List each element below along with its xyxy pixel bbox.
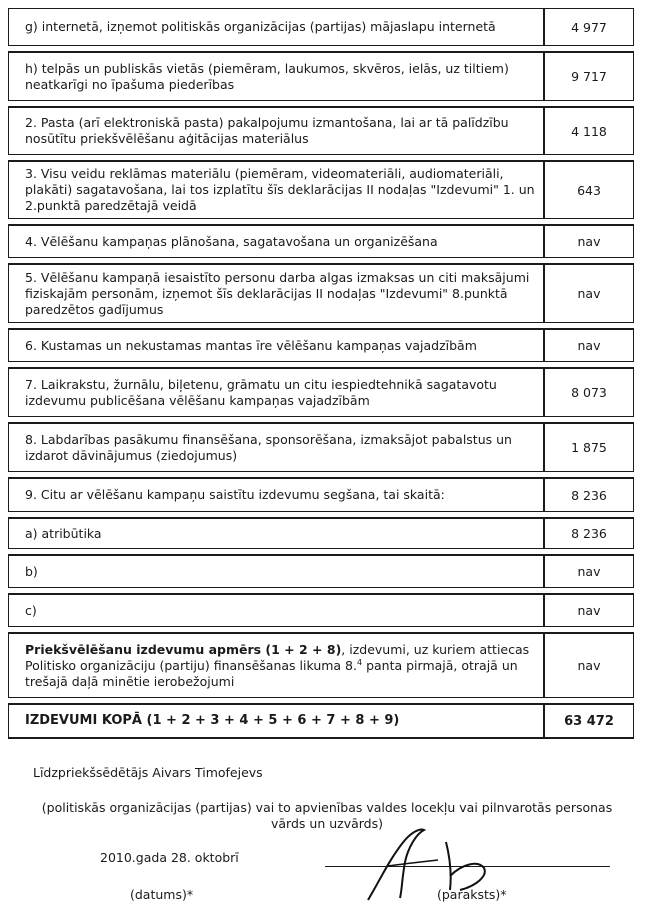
date-value: 2010.gada 28. oktobrī — [100, 850, 239, 865]
pre-election-description — [9, 634, 545, 697]
row-value: nav — [577, 286, 601, 301]
row-value: 1 875 — [571, 440, 607, 455]
row-description: 2. Pasta (arī elektroniskā pasta) pakalpojumu izmantošana, lai ar tā palīdzību nosūtītu priekšvēlēšanu aģitācijas materiālus — [9, 108, 545, 154]
row-value: 4 977 — [571, 19, 607, 35]
total-label: IZDEVUMI KOPĀ (1 + 2 + 3 + 4 + 5 + 6 + 7 + 8 + 9) — [9, 705, 545, 737]
row-value: nav — [577, 234, 601, 249]
row-description: c) — [9, 595, 545, 626]
total-value: 63 472 — [564, 713, 614, 729]
row-description: g) internetā, izņemot politiskās organizācijas (partijas) mājaslapu internetā — [9, 9, 545, 45]
row-description: 5. Vēlēšanu kampaņā iesaistīto personu darba algas izmaksas un citi maksājumi fiziskajām personām, izņemot šīs deklarācijas II nodaļas "Izdevumi" 8.punktā paredzētos gadījumus — [9, 265, 545, 322]
table-row — [8, 554, 634, 588]
row-description: 6. Kustamas un nekustamas mantas īre vēlēšanu kampaņas vajadzībām — [9, 330, 545, 361]
table-row — [8, 8, 634, 46]
table-row — [8, 422, 634, 472]
row-description: 8. Labdarības pasākumu finansēšana, sponsorēšana, izmaksājot pabalstus un izdarot dāvinājumus (ziedojumus) — [9, 424, 545, 471]
signatory-name: Līdzpriekšsēdētājs Aivars Timofejevs — [33, 765, 263, 780]
row-value: 9 717 — [571, 69, 607, 84]
table-row — [8, 593, 634, 627]
date-label: (datums)* — [130, 887, 194, 902]
row-value: nav — [577, 338, 601, 353]
row-value: 8 236 — [571, 487, 607, 503]
pre-election-text: , izdevumi, uz kuriem attiecas Politisko organizāciju (partiju) finansēšanas likuma 8. — [25, 641, 530, 673]
table-row — [8, 51, 634, 101]
handwritten-signature — [350, 820, 510, 905]
table-row — [8, 263, 634, 323]
row-value: 8 236 — [571, 526, 607, 541]
pre-election-value: nav — [577, 658, 601, 673]
name-caption-line1: (politiskās organizācijas (partijas) vai to apvienības valdes locekļu vai pilnvarotās personas — [41, 800, 613, 815]
total-row — [8, 703, 634, 739]
name-caption-line2: vārds un uzvārds) — [271, 816, 383, 831]
row-value: 4 118 — [571, 123, 607, 139]
table-row — [8, 517, 634, 549]
table-row — [8, 224, 634, 258]
row-description: 7. Laikrakstu, žurnālu, biļetenu, grāmatu un citu iespiedtehnikā sagatavotu izdevumu publicēšana vēlēšanu kampaņas vajadzībām — [9, 369, 545, 416]
row-description: a) atribūtika — [9, 519, 545, 548]
row-description: b) — [9, 556, 545, 587]
table-row — [8, 477, 634, 512]
row-value: nav — [577, 564, 601, 579]
row-description: 9. Citu ar vēlēšanu kampaņu saistītu izdevumu segšana, tai skaitā: — [9, 479, 545, 511]
table-row — [8, 367, 634, 417]
superscript: 4 — [357, 657, 363, 667]
expenses-table — [8, 8, 634, 744]
table-row — [8, 160, 634, 219]
table-row — [8, 106, 634, 155]
table-row — [8, 328, 634, 362]
name-caption — [33, 800, 621, 832]
row-description: 4. Vēlēšanu kampaņas plānošana, sagatavošana un organizēšana — [9, 226, 545, 257]
pre-election-bold-text: Priekšvēlēšanu izdevumu apmērs (1 + 2 + 8) — [25, 641, 342, 657]
row-description: h) telpās un publiskās vietās (piemēram, laukumos, skvēros, ielās, uz tiltiem) neatkarīgi no īpašuma piederības — [9, 53, 545, 100]
row-description: 3. Visu veidu reklāmas materiālu (piemēram, videomateriāli, audiomateriāli, plakāti) sagatavošana, lai tos izplatītu šīs deklarācijas II nodaļas "Izdevumi" 1. un 2.punktā paredzētajā veidā — [9, 162, 545, 218]
pre-election-tail-text: panta pirmajā, otrajā un trešajā daļā minētie ierobežojumi — [25, 657, 518, 689]
row-value: 8 073 — [571, 385, 607, 400]
row-value: 643 — [577, 182, 601, 198]
signature-label: (paraksts)* — [437, 887, 507, 902]
pre-election-row — [8, 632, 634, 698]
row-value: nav — [577, 603, 601, 618]
